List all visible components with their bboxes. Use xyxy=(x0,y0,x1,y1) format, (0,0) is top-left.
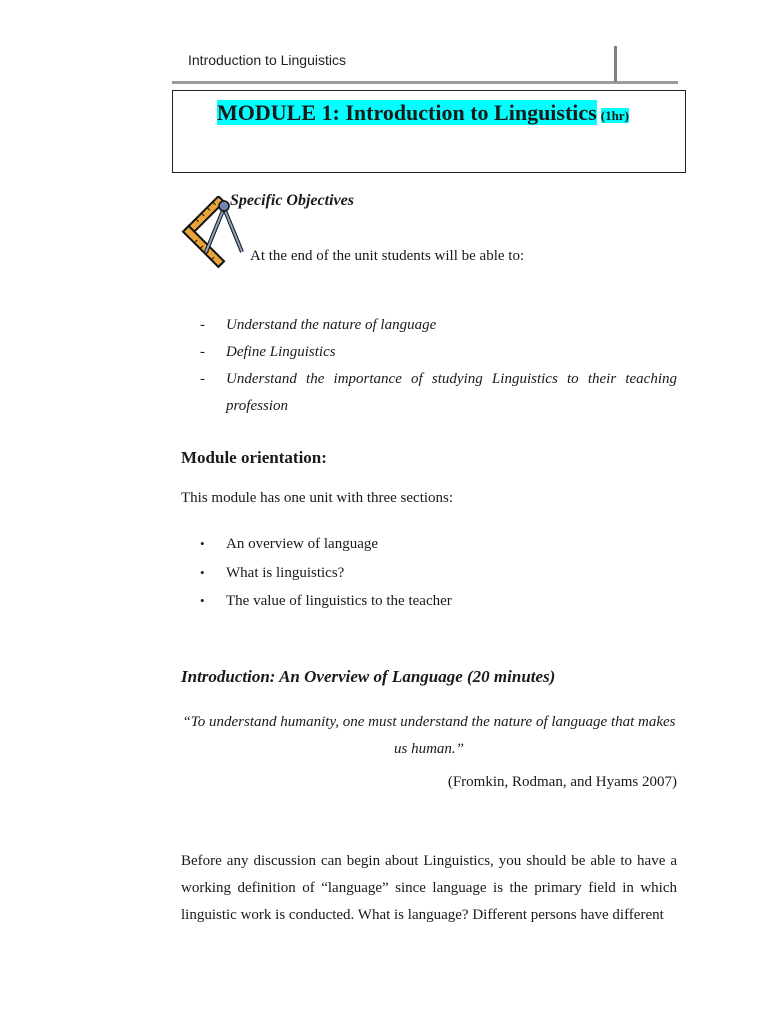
introduction-heading: Introduction: An Overview of Language (20 minutes) xyxy=(181,667,556,686)
header-rule xyxy=(172,81,678,84)
list-item xyxy=(200,559,452,588)
section-text: An overview of language xyxy=(226,536,379,552)
header-tick xyxy=(614,46,617,82)
running-header: Introduction to Linguistics xyxy=(188,52,346,68)
sections-list xyxy=(200,530,452,616)
objectives-heading: Specific Objectives xyxy=(230,192,354,209)
list-dash: - xyxy=(200,344,205,360)
orientation-intro: This module has one unit with three sections: xyxy=(181,490,454,506)
objective-text: Understand the importance of studying Linguistics to their teaching profession xyxy=(226,371,677,414)
list-dash: - xyxy=(200,317,205,333)
list-item xyxy=(200,339,677,366)
bullet-dot: • xyxy=(200,564,205,580)
objective-text: Understand the nature of language xyxy=(226,317,437,333)
objectives-list xyxy=(200,312,677,420)
module-title-text: MODULE 1: Introduction to Linguistics xyxy=(217,100,597,125)
quote-citation: (Fromkin, Rodman, and Hyams 2007) xyxy=(447,774,677,790)
list-item xyxy=(200,312,677,339)
list-item xyxy=(200,587,452,616)
bullet-dot: • xyxy=(200,536,205,551)
list-item xyxy=(200,366,677,420)
list-dash: - xyxy=(200,371,205,387)
module-title xyxy=(217,100,629,126)
section-text: What is linguistics? xyxy=(226,564,345,581)
epigraph-quote: “To understand humanity, one must understand the nature of language that makes us human.” xyxy=(182,714,676,757)
objectives-intro: At the end of the unit students will be able to: xyxy=(250,248,525,264)
objective-text: Define Linguistics xyxy=(226,344,336,360)
orientation-heading: Module orientation: xyxy=(181,448,327,467)
list-item xyxy=(200,530,452,559)
module-duration: (1hr) xyxy=(600,108,629,123)
bullet-dot: • xyxy=(200,593,205,608)
section-text: The value of linguistics to the teacher xyxy=(226,593,452,609)
body-paragraph: Before any discussion can begin about Linguistics, you should be able to have a working definition of “language” since language is the primary field in which linguistic work is conducted. What is language? Different persons have different xyxy=(181,853,677,923)
